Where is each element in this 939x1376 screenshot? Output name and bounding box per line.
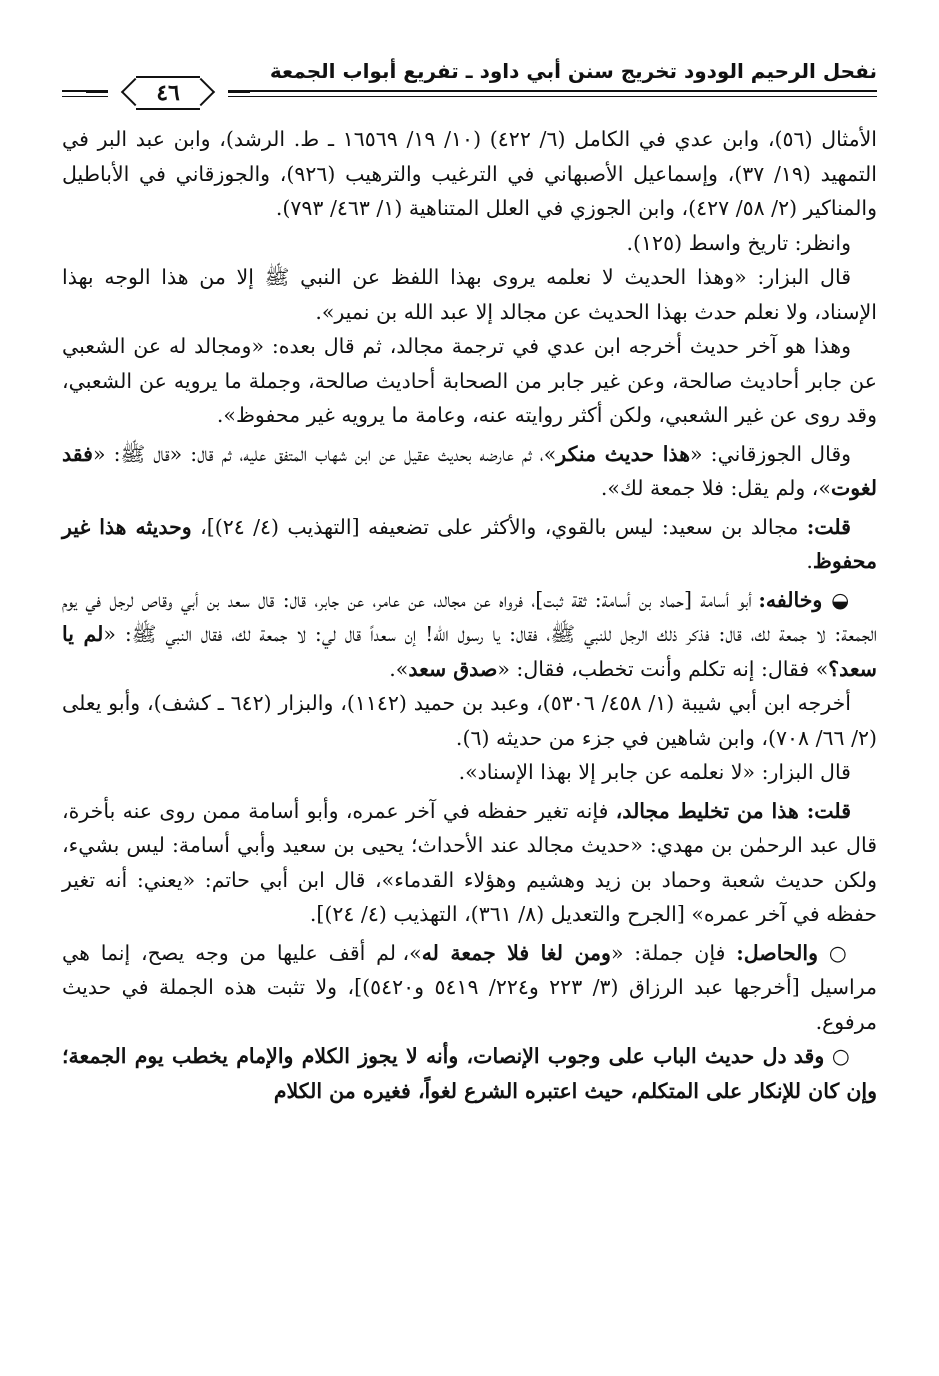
text-run: ○ — [824, 1044, 851, 1068]
text-run: وهذا هو آخر حديث أخرجه ابن عدي في ترجمة مجالد، ثم قال بعده: «ومجالد له عن الشعبي عن جابر أحاديث صالحة، وعن غير جابر من الصحابة أحاديث صالحة، وجملة ما يرويه عن الشعبي، وقد روى عن غير الشعبي، ولكن أكثر روايته عنه، وعامة ما يرويه غير محفوظ». — [62, 334, 877, 427]
folio-ornament-line — [86, 91, 110, 93]
text-run: . — [806, 549, 813, 573]
text-run: »، ثم عارضه بحديث عقيل عن ابن شهاب المتفق عليه، ثم قال: «قال ﷺ: « — [92, 441, 557, 466]
text-run: أخرجه ابن أبي شيبة (١/ ٤٥٨/ ٥٣٠٦)، وعبد بن حميد (١١٤٢)، والبزار (٦٤٢ ـ كشف)، وأبو يعلى (٢/ ٦٦/ ٧٠٨)، وابن شاهين في جزء من حديثه (٦). — [62, 691, 877, 750]
text-run: فإن جملة: « — [610, 940, 737, 965]
text-run: وقال الجوزقاني: « — [690, 441, 852, 466]
bold-text-run: قلت: — [806, 514, 851, 539]
text-run: مجالد بن سعيد: ليس بالقوي، والأكثر على تضعيفه [التهذيب (٤/ ٢٤)]، — [191, 514, 807, 539]
text-run: أبو أسامة [حماد بن أسامة: ثقة ثبت]، فرواه عن مجالد، عن عامر، عن جابر، قال: قال سعد بن أبي وقاص لرجل في يوم الجمعة: لا جمعة لك، قال: فذكر ذلك الرجل للنبي ﷺ، فقال: يا رسول الله! إن سعداً قال لي: لا جمعة لك، فقال النبي ﷺ: « — [62, 587, 877, 646]
ornament-diamond-icon — [121, 78, 149, 106]
text-run: ○ — [818, 940, 852, 965]
text-run: الأمثال (٥٦)، وابن عدي في الكامل (٦/ ٤٢٢) (١٠/ ١٩/ ١٦٥٦٩ ـ ط. الرشد)، وابن عبد البر في التمهيد (١٩/ ٣٧)، وإسماعيل الأصبهاني في الترغيب والترهيب (٩٢٦)، والجوزقاني في الأباطيل والمناكير (٢/ ٥٨/ ٤٢٧)، وابن الجوزي في العلل المتناهية (١/ ٤٦٣/ ٧٩٣). — [62, 127, 877, 220]
bold-text-run: فقد لغوت — [62, 441, 877, 500]
paragraph — [62, 260, 877, 329]
bold-text-run: لم يا سعد؟ — [62, 622, 877, 681]
paragraph — [62, 755, 877, 790]
folio-ornament-line — [226, 91, 250, 93]
paragraph — [62, 583, 877, 687]
text-run: قال البزار: «لا نعلمه عن جابر إلا بهذا الإسناد». — [458, 760, 851, 784]
paragraph — [62, 329, 877, 433]
bold-text-run: وخالفه: — [758, 587, 823, 612]
bold-text-run: ◒ — [822, 587, 851, 612]
paragraph — [62, 1039, 877, 1108]
text-run: قال البزار: «وهذا الحديث لا نعلمه يروى بهذا اللفظ عن النبي ﷺ إلا من هذا الوجه بهذا الإسناد، ولا نعلم حدث بهذا الحديث عن مجالد إلا عبد الله بن نمير». — [62, 265, 877, 324]
paragraph — [62, 437, 877, 506]
text-run: »، ولم يقل: فلا جمعة لك». — [600, 476, 831, 500]
bold-text-run: وقد دل حديث الباب على وجوب الإنصات، وأنه لا يجوز الكلام والإمام يخطب يوم الجمعة؛ وإن كان للإنكار على المتكلم، حيث اعتبره الشرع لغواً، فغيره من الكلام — [62, 1044, 877, 1103]
text-run: » فقال: إنه تكلم وأنت تخطب، فقال: « — [497, 656, 829, 681]
paragraph — [62, 794, 877, 932]
ornament-diamond-icon — [187, 78, 215, 106]
text-run: وانظر: تاريخ واسط (١٢٥). — [626, 230, 851, 255]
paragraph — [62, 122, 877, 226]
running-title: نفحل الرحيم الودود تخريج سنن أبي داود ـ تفريع أبواب الجمعة — [269, 59, 877, 83]
bold-text-run: هذا حديث منكر — [556, 441, 691, 466]
bold-text-run: والحاصل: — [736, 940, 819, 965]
text-run: فإنه تغير حفظه في آخر عمره، وأبو أسامة ممن روى عنه بأخرة، قال عبد الرحمٰن بن مهدي: «حديث مجالد عند الأحداث؛ يحيى بن سعيد وأبي أسامة: ليس بشيء، ولكن حديث شعبة وحماد بن زيد وهشيم وهؤلاء القدماء»، قال ابن أبي حاتم: «يعني: أنه تغير حفظه في آخر عمره» [الجرح والتعديل (٨/ ٣٦١)، التهذيب (٤/ ٢٤)]. — [62, 798, 877, 926]
bold-text-run: ومن لغا فلا جمعة له — [421, 940, 611, 965]
bold-text-run: وحديثه هذا غير محفوظ — [62, 514, 877, 573]
paragraph — [62, 936, 877, 1040]
page-number: ٤٦ — [156, 80, 180, 106]
bold-text-run: صدق سعد — [408, 656, 498, 681]
body-text — [62, 122, 877, 1108]
page-number-frame — [108, 76, 228, 110]
paragraph — [62, 226, 877, 261]
bold-text-run: قلت: هذا من تخليط مجالد، — [615, 798, 851, 823]
text-run: »، لم أقف عليها من وجه يصح، إنما هي مراسيل [أخرجها عبد الرزاق (٣/ ٢٢٣ و٢٢٤/ ٥٤١٩ و٥٤٢٠)]، ولا تثبت هذه الجملة في حديث مرفوع. — [62, 940, 877, 1034]
text-run: ». — [389, 656, 409, 681]
paragraph — [62, 510, 877, 579]
paragraph — [62, 686, 877, 755]
